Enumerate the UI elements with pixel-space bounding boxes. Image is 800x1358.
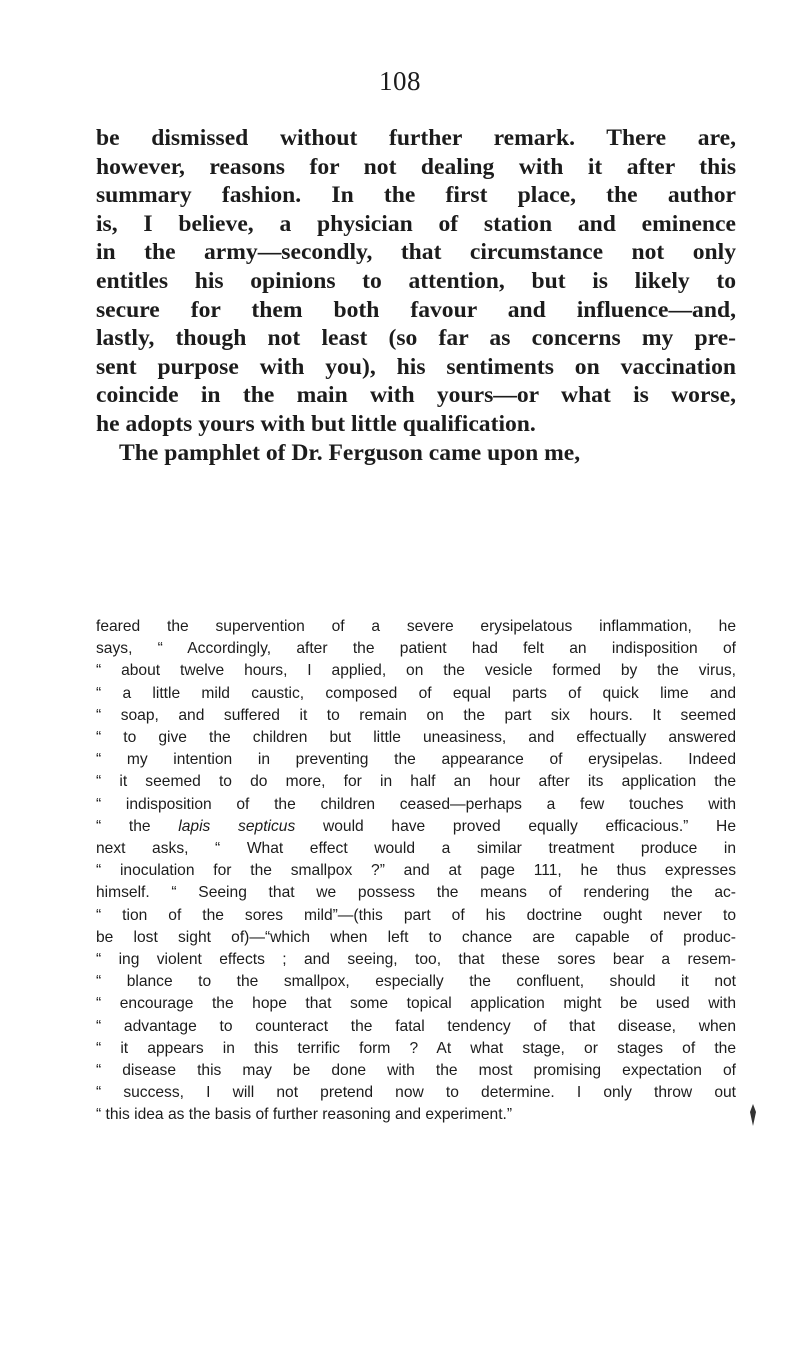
quote-line: “ it appears in this terrific form ? At what stage, or stages of the bbox=[96, 1039, 736, 1057]
text-line: sent purpose with you), his sentiments on vaccination bbox=[96, 353, 736, 380]
quote-line: “ this idea as the basis of further reasoning and experiment.” bbox=[96, 1106, 513, 1124]
quote-line: “ tion of the sores mild”—(this part of his doctrine ought never to bbox=[96, 906, 736, 924]
quote-line: “ to give the children but little uneasiness, and effectually answered bbox=[96, 729, 736, 747]
quote-line: “ a little mild caustic, composed of equal parts of quick lime and bbox=[96, 684, 736, 702]
italic-term: lapis septicus bbox=[178, 817, 296, 835]
page-number: 108 bbox=[379, 66, 421, 96]
text-line: is, I believe, a physician of station and eminence bbox=[96, 210, 736, 237]
quote-line: be lost sight of)—“which when left to chance are capable of produc- bbox=[96, 928, 736, 946]
quote-line: “ blance to the smallpox, especially the confluent, should it not bbox=[96, 973, 736, 991]
quote-line: says, “ Accordingly, after the patient had felt an indisposition of bbox=[96, 640, 736, 658]
text-line: however, reasons for not dealing with it after this bbox=[96, 153, 736, 180]
text-line: in the army—secondly, that circumstance not only bbox=[96, 239, 736, 266]
quote-line: “ about twelve hours, I applied, on the vesicle formed by the virus, bbox=[96, 662, 736, 680]
text-line: be dismissed without further remark. There are, bbox=[96, 125, 736, 151]
text-line: entitles his opinions to attention, but is likely to bbox=[96, 267, 736, 294]
quote-line: “ ing violent effects ; and seeing, too, that these sores bear a resem- bbox=[96, 951, 736, 969]
quote-line: next asks, “ What effect would a similar treatment produce in bbox=[96, 840, 736, 858]
text-line: lastly, though not least (so far as concerns my pre- bbox=[96, 325, 736, 352]
quote-line: “ disease this may be done with the most promising expectation of bbox=[96, 1062, 736, 1080]
quote-line: “ it seemed to do more, for in half an hour after its application the bbox=[96, 773, 736, 791]
quote-line: “ advantage to counteract the fatal tendency of that disease, when bbox=[96, 1017, 736, 1035]
text-line: coincide in the main with yours—or what is worse, bbox=[96, 382, 736, 409]
quote-line: “ inoculation for the smallpox ?” and at page 111, he thus expresses bbox=[96, 862, 736, 880]
quote-line: “ success, I will not pretend now to determine. I only throw out bbox=[96, 1084, 736, 1102]
quote-line: “ soap, and suffered it to remain on the part six hours. It seemed bbox=[96, 706, 736, 724]
text-line: he adopts yours with but little qualification. bbox=[96, 410, 536, 437]
quote-line: “ my intention in preventing the appearance of erysipelas. Indeed bbox=[96, 751, 736, 769]
quote-fragment: would have proved equally efficacious.” He bbox=[295, 817, 736, 835]
text-line: The pamphlet of Dr. Ferguson came upon me, bbox=[119, 439, 581, 466]
text-line: secure for them both favour and influence—and, bbox=[96, 296, 736, 323]
margin-mark-icon bbox=[748, 1102, 758, 1128]
text-line: summary fashion. In the first place, the author bbox=[96, 182, 736, 209]
quote-line: “ indisposition of the children ceased—perhaps a few touches with bbox=[96, 795, 736, 813]
quote-line: himself. “ Seeing that we possess the means of rendering the ac- bbox=[96, 884, 736, 902]
quote-line: feared the supervention of a severe erysipelatous inflammation, he bbox=[96, 618, 736, 635]
quoted-passage bbox=[96, 616, 736, 1127]
quote-line-with-italic bbox=[96, 816, 736, 838]
quote-line: “ encourage the hope that some topical application might be used with bbox=[96, 995, 736, 1013]
quote-fragment: “ the bbox=[96, 817, 179, 835]
main-paragraph bbox=[96, 124, 736, 467]
